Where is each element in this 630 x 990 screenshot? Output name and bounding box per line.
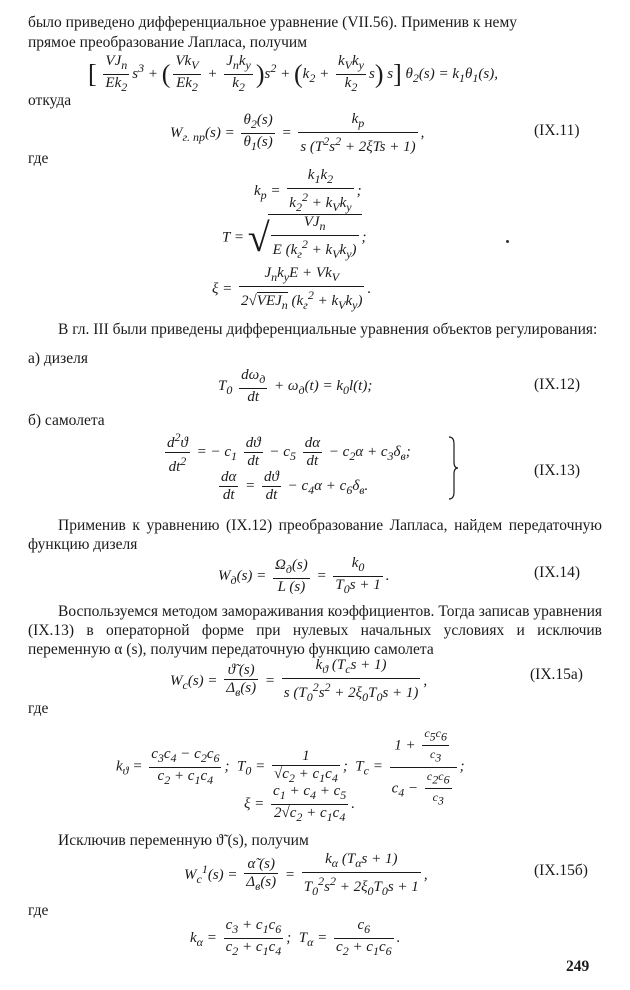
equation-coefficients: $k_ϑ$ = $\frac{c_3c_4 - c_2c_6}{c_2 + c_1c_4}$ ; $T_0$ = $\frac{1}{√c_2 + c_1c_4}$ ; $T_с$ = 1 + $\frac{c_5c_6}{c_3}$ $c_4$ − $\frac{c_2c_6}{c_3}$ ; (116, 726, 465, 808)
equation-laplace: [ $\frac{VJ_п}{Ek_2}$ $s^3$ + ( $\frac{Vk_V}{Ek_2}$ + $\frac{J_пk_у}{k_2}$ )$s^2 + (k_2$ + $\frac{k_Vk_у}{k_2}$ s) s] $\theta_2(s) = k_1\theta_1(s)$, (88, 53, 498, 94)
equation-T: T = √ $\frac{VJ_п}{E (k_г^2 + k_Vk_у)}$ ; (222, 214, 367, 261)
equation-ix-11: $W_{г. пр}(s)$ = $\frac{\theta_2(s)}{\theta_1(s)}$ = $\frac{k_р}{s (T^2s^2 + 2\xi Ts + 1)}$ , (170, 111, 425, 155)
text-line: где (28, 902, 49, 919)
text-line: прямое преобразование Лапласа, получим (28, 34, 308, 51)
equation-number: (IX.15a) (530, 666, 583, 683)
equation-kp: $k_р$ = $\frac{k_1k_2}{k_2^2 + k_Vk_у}$ ; (254, 167, 362, 214)
equation-kalpha: $k_\alpha$ = $\frac{c_3 + c_1c_6}{c_2 + c_1c_4}$ ; $T_\alpha$ = $\frac{c_6}{c_2 + c_1c_6}$ . (190, 917, 401, 958)
equation-ix-13-line-2: $\frac{d\alpha}{dt}$ = $\frac{dϑ}{dt}$ − $c_4\alpha + c_6\delta_в$. (221, 469, 369, 503)
equation-ix-13-line-1: $\frac{d^2ϑ}{dt^2}$ = − $c_1$ $\frac{dϑ}{dt}$ − $c_5$ $\frac{d\alpha}{dt}$ − $c_2\alpha + c_3\delta_в$; (167, 430, 411, 475)
equation-ix-12: $T_0$ $\frac{d\omega_д}{dt}$ + $\omega_д(t) = k_0l(t)$; (218, 367, 373, 405)
print-speck (506, 240, 509, 243)
equation-xi: ξ = $\frac{J_пk_уE + Vk_V}{2√VEJ_п (k_г^2 + k_Vk_у)}$ . (212, 265, 372, 312)
equation-number: (IX.14) (534, 564, 581, 581)
equation-ix-15b: $W_с^1(s)$ = $\frac{\alphã (s)}{\Delta_в(s)}$ = $\frac{k_\alpha (T_\alpha s + 1)}{T_0^2s^2 + 2\xi_0T_0s + 1}$ , (184, 851, 428, 898)
equation-ix-14: $W_д(s)$ = $\frac{\Omega_д(s)}{L (s)}$ = $\frac{k_0}{T_0s + 1}$ . (218, 555, 390, 596)
list-item: б) самолета (28, 412, 105, 429)
equation-xi0: ξ = $\frac{c_1 + c_4 + c_5}{2√c_2 + c_1c_4}$ . (244, 783, 356, 824)
curly-brace (448, 436, 458, 500)
equation-number: (IX.12) (534, 376, 581, 393)
paragraph: Воспользуемся методом замораживания коэффициентов. Тогда записав уравнения (IX.13) в операторной форме при нулевых начальных условиях и исключив переменную α (s), получим передаточную функцию самолета (28, 603, 602, 658)
text-line: откуда (28, 92, 72, 109)
text-line: где (28, 700, 49, 717)
equation-ix-15a: $W_с(s)$ = $\frac{ϑ̃ (s)}{\Delta_в(s)}$ = $\frac{k_ϑ (T_сs + 1)}{s (T_0^2s^2 + 2\xi_0T_0s + 1)}$ , (170, 657, 428, 704)
list-item: а) дизеля (28, 350, 88, 367)
paragraph: Применив к уравнению (IX.12) преобразование Лапласа, найдем передаточную функцию дизеля (28, 517, 602, 553)
page-number: 249 (566, 958, 590, 975)
equation-number: (IX.13) (534, 462, 581, 479)
equation-number: (IX.15б) (534, 862, 588, 879)
paragraph: В гл. III были приведены дифференциальные уравнения объектов регулирования: (58, 321, 598, 338)
text-line: Исключив переменную ϑ̃ (s), получим (58, 832, 309, 849)
text-line: где (28, 150, 49, 167)
text-line: было приведено дифференциальное уравнение (VII.56). Применив к нему (28, 14, 517, 31)
equation-number: (IX.11) (534, 122, 580, 139)
